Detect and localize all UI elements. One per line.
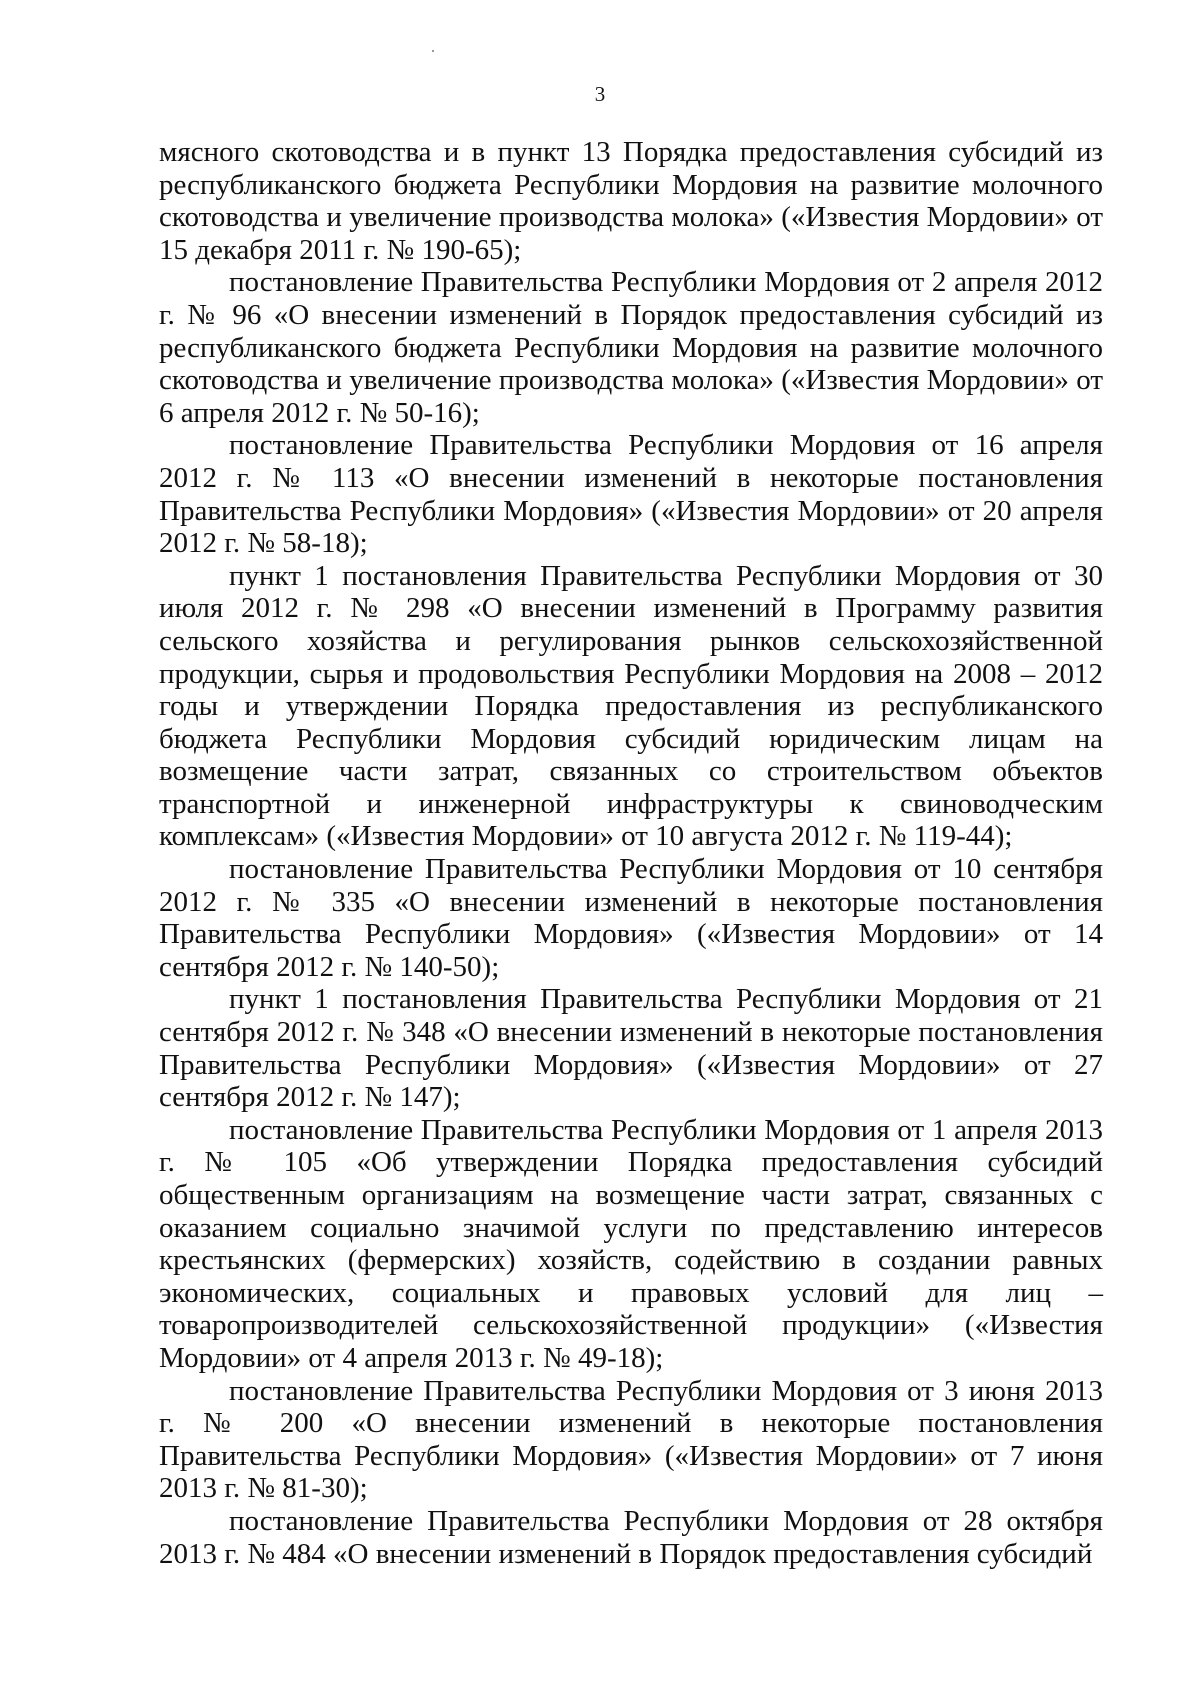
page-number: 3 bbox=[594, 82, 606, 106]
paragraph-4: пункт 1 постановления Правительства Республики Мордовия от 30 июля 2012 г. № 298 «О внесении изменений в Программу развития сельского хозяйства и регулирования рынков сельскохозяйственной продукции, сырья и продовольствия Республики Мордовия на 2008 – 2012 годы и утверждении Порядка предоставления из республиканского бюджета Республики Мордовия субсидий юридическим лицам на возмещение части затрат, связанных со строительством объектов транспортной и инженерной инфраструктуры к свиноводческим комплексам» («Известия Мордовии» от 10 августа 2012 г. № 119-44); bbox=[159, 559, 1103, 853]
paragraph-6: пункт 1 постановления Правительства Республики Мордовия от 21 сентября 2012 г. № 348 «О внесении изменений в некоторые постановления Правительства Республики Мордовия» («Известия Мордовии» от 27 сентября 2012 г. № 147); bbox=[159, 983, 1103, 1114]
paragraph-3: постановление Правительства Республики Мордовия от 16 апреля 2012 г. № 113 «О внесении изменений в некоторые постановления Правительства Республики Мордовия» («Известия Мордовии» от 20 апреля 2012 г. № 58-18); bbox=[159, 429, 1103, 560]
paragraph-9: постановление Правительства Республики Мордовия от 28 октября 2013 г. № 484 «О внесении изменений в Порядок предоставления субсидий bbox=[159, 1504, 1103, 1570]
paragraph-8: постановление Правительства Республики Мордовия от 3 июня 2013 г. № 200 «О внесении изменений в некоторые постановления Правительства Республики Мордовия» («Известия Мордовии» от 7 июня 2013 г. № 81-30); bbox=[159, 1374, 1103, 1505]
paragraph-7: постановление Правительства Республики Мордовия от 1 апреля 2013 г. № 105 «Об утверждении Порядка предоставления субсидий общественным организациям на возмещение части затрат, связанных с оказанием социально значимой услуги по представлению интересов крестьянских (фермерских) хозяйств, содействию в создании равных экономических, социальных и правовых условий для лиц – товаропроизводителей сельскохозяйственной продукции» («Известия Мордовии» от 4 апреля 2013 г. № 49-18); bbox=[159, 1113, 1103, 1374]
scan-artifact bbox=[432, 50, 434, 52]
paragraph-1: мясного скотоводства и в пункт 13 Порядка предоставления субсидий из республиканского бюджета Республики Мордовия на развитие молочного скотоводства и увеличение производства молока» («Известия Мордовии» от 15 декабря 2011 г. № 190-65); bbox=[159, 136, 1103, 266]
paragraph-5: постановление Правительства Республики Мордовия от 10 сентября 2012 г. № 335 «О внесении изменений в некоторые постановления Правительства Республики Мордовия» («Известия Мордовии» от 14 сентября 2012 г. № 140-50); bbox=[159, 853, 1103, 983]
paragraph-2: постановление Правительства Республики Мордовия от 2 апреля 2012 г. № 96 «О внесении изменений в Порядок предоставления субсидий из республиканского бюджета Республики Мордовия на развитие молочного скотоводства и увеличение производства молока» («Известия Мордовии» от 6 апреля 2012 г. № 50-16); bbox=[159, 266, 1103, 429]
document-body bbox=[159, 136, 1103, 1570]
